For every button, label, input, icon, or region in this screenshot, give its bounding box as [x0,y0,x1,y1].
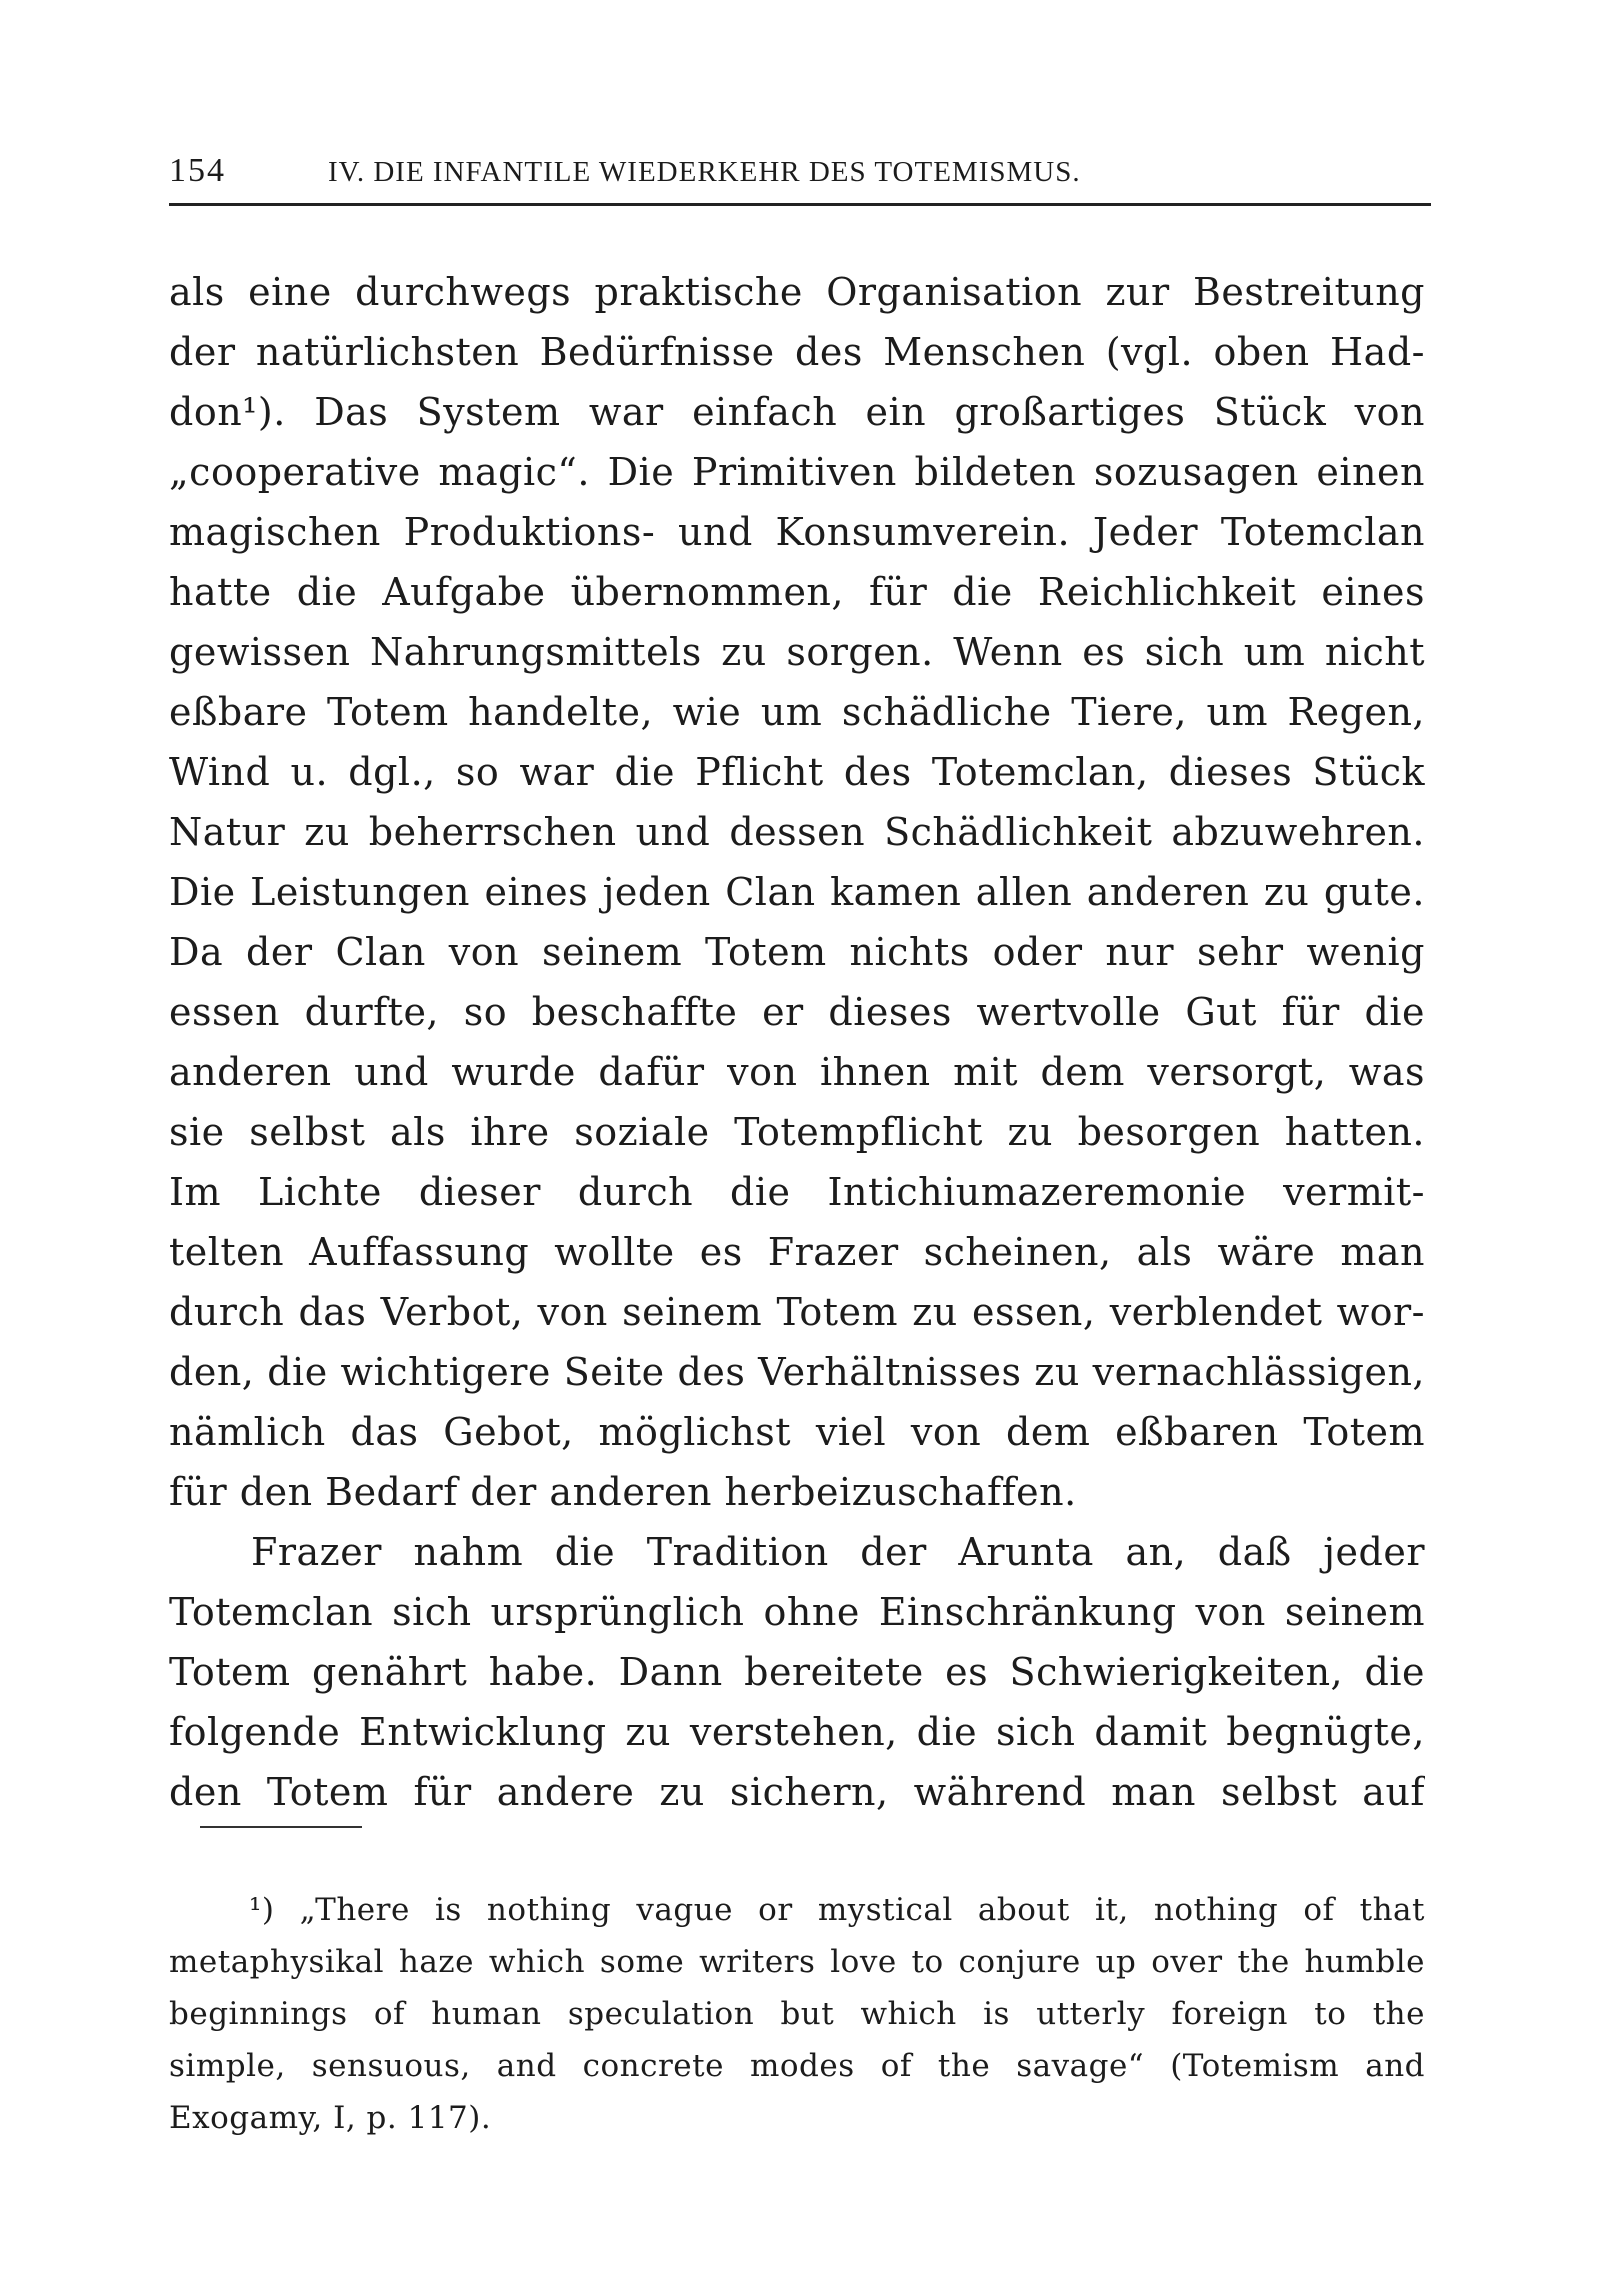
text-line: essen durfte, so beschaffte er dieses wertvolle Gut für die [169,990,1425,1034]
text-line: durch das Verbot, von seinem Totem zu essen, verblendet wor- [169,1290,1425,1334]
footnote-rule [200,1826,362,1828]
text-line: magischen Produktions- und Konsumverein. Jeder Totemclan [169,510,1425,554]
text-line: Natur zu beherrschen und dessen Schädlichkeit abzuwehren. [169,810,1425,854]
running-title: IV. DIE INFANTILE WIEDERKEHR DES TOTEMISMUS. [328,156,1081,188]
text-line: Die Leistungen eines jeden Clan kamen allen anderen zu gute. [169,870,1425,914]
text-line: Totemclan sich ursprünglich ohne Einschränkung von seinem [169,1590,1425,1634]
paragraph-end-line: für den Bedarf der anderen herbeizuschaffen. [169,1470,1077,1514]
text-line: nämlich das Gebot, möglichst viel von dem eßbaren Totem [169,1410,1425,1454]
text-line: den Totem für andere zu sichern, während man selbst auf [169,1770,1425,1814]
text-line: anderen und wurde dafür von ihnen mit dem versorgt, was [169,1050,1425,1094]
footnote [169,1884,1425,2144]
footnote-line: ¹) „There is nothing vague or mystical about it, nothing of that [249,1892,1425,1928]
text-line: don¹). Das System war einfach ein großartiges Stück von [169,390,1425,434]
text-line: Totem genährt habe. Dann bereitete es Schwierigkeiten, die [169,1650,1425,1694]
footnote-line: beginnings of human speculation but which is utterly foreign to the [169,1996,1425,2032]
text-line: eßbare Totem handelte, wie um schädliche Tiere, um Regen, [169,690,1425,734]
footnote-line: simple, sensuous, and concrete modes of the savage“ (Totemism and [169,2048,1425,2084]
text-line: den, die wichtigere Seite des Verhältnisses zu vernachlässigen, [169,1350,1425,1394]
text-line: der natürlichsten Bedürfnisse des Menschen (vgl. oben Had- [169,330,1425,374]
running-header [169,152,1429,188]
text-line: sie selbst als ihre soziale Totempflicht zu besorgen hatten. [169,1110,1425,1154]
text-line: hatte die Aufgabe übernommen, für die Reichlichkeit eines [169,570,1425,614]
header-rule [169,203,1431,206]
text-line: „cooperative magic“. Die Primitiven bildeten sozusagen einen [169,450,1425,494]
text-line: telten Auffassung wollte es Frazer scheinen, als wäre man [169,1230,1425,1274]
text-line: als eine durchwegs praktische Organisation zur Bestreitung [169,270,1425,314]
text-line: Da der Clan von seinem Totem nichts oder nur sehr wenig [169,930,1425,974]
paragraph-start-line: Frazer nahm die Tradition der Arunta an, daß jeder [251,1530,1425,1574]
text-line: Im Lichte dieser durch die Intichiumazeremonie vermit- [169,1170,1425,1214]
text-line: Wind u. dgl., so war die Pflicht des Totemclan, dieses Stück [169,750,1425,794]
text-line: folgende Entwicklung zu verstehen, die sich damit begnügte, [169,1710,1425,1754]
body-text [169,262,1425,1822]
footnote-line: metaphysikal haze which some writers love to conjure up over the humble [169,1944,1425,1980]
footnote-line: Exogamy, I, p. 117). [169,2100,492,2136]
page-number: 154 [169,152,226,189]
text-line: gewissen Nahrungsmittels zu sorgen. Wenn es sich um nicht [169,630,1425,674]
